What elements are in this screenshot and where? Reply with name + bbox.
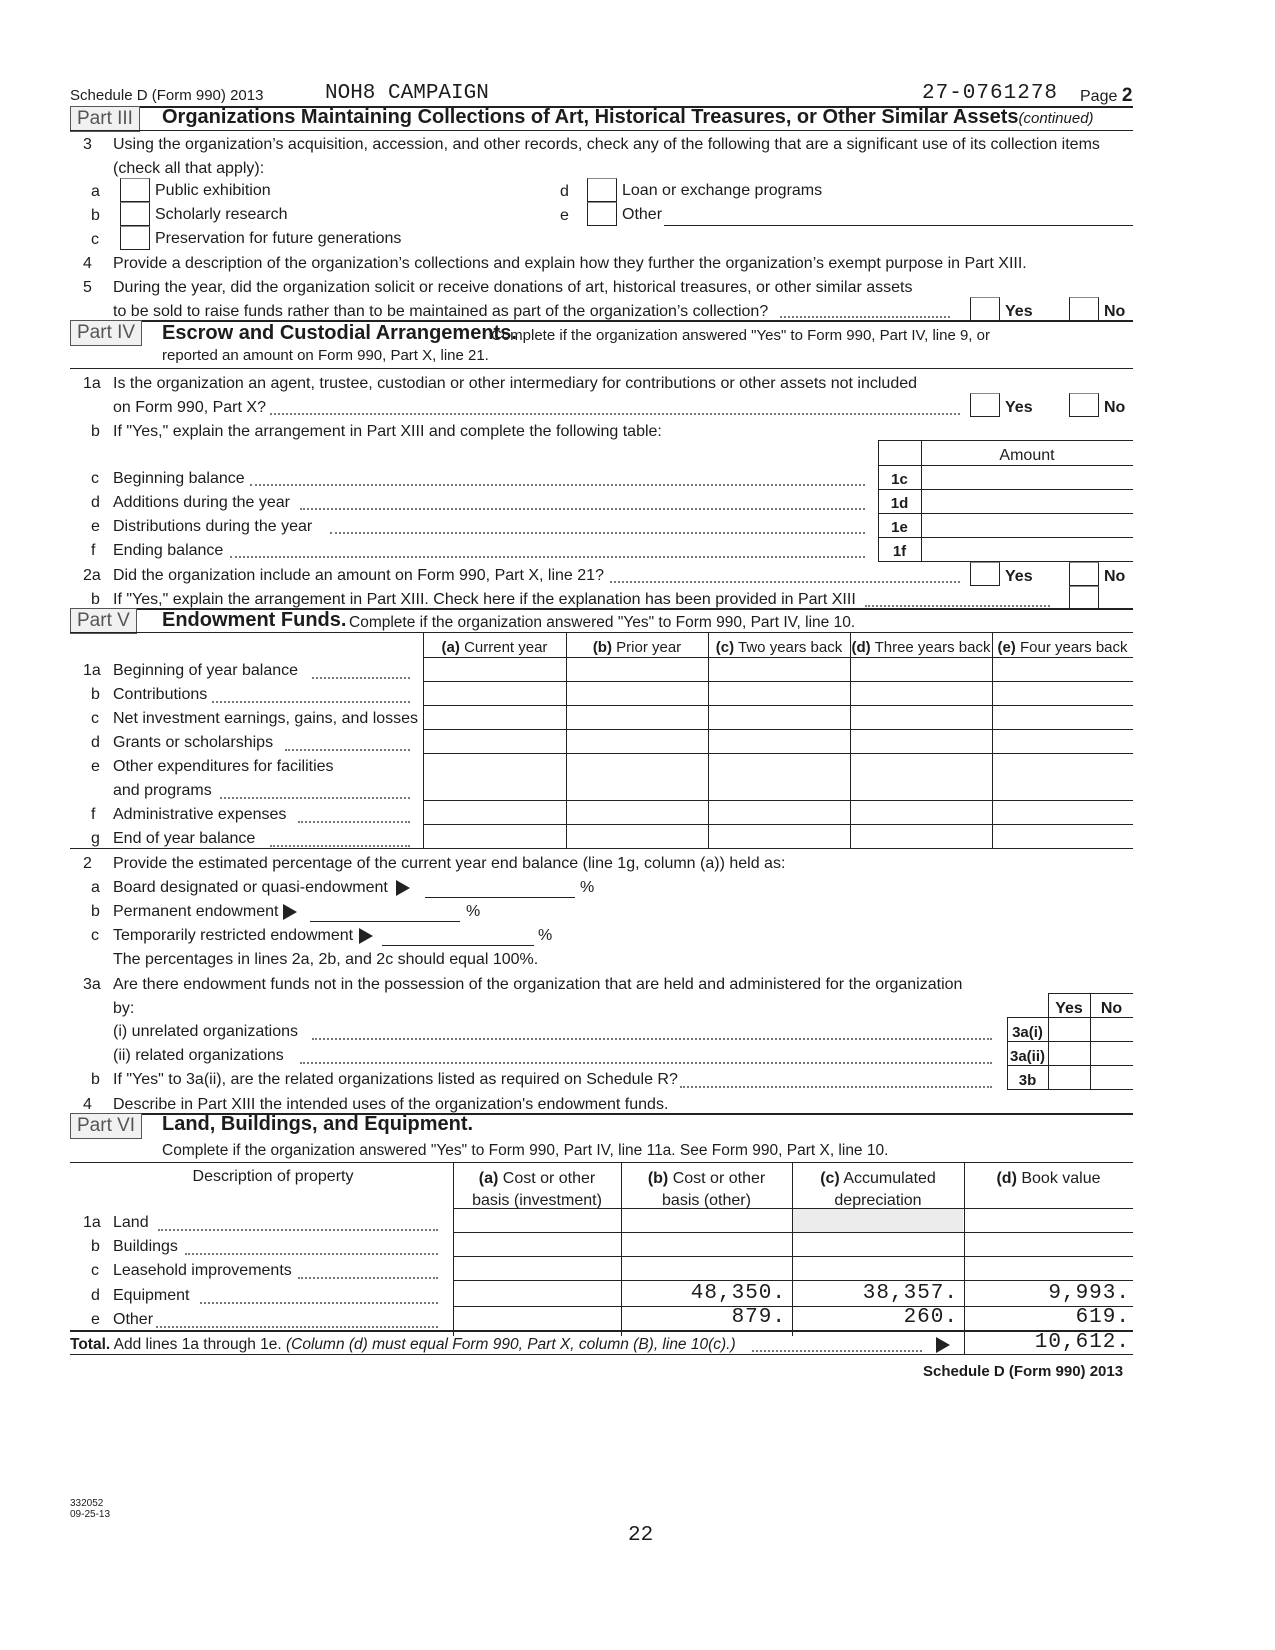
p5-q3a-text2: by: bbox=[113, 1000, 135, 1017]
p4-row-d-label: Additions during the year bbox=[113, 494, 290, 511]
p6-col-c-label: Accumulated bbox=[843, 1170, 936, 1187]
p6-col-c-letter: (c) bbox=[820, 1170, 840, 1187]
p6-col-a-label: Cost or other bbox=[502, 1170, 596, 1187]
p3-q3-text: Using the organization’s acquisition, accession, and other records, check any of the following that are a significant use of its collection items bbox=[113, 136, 1100, 153]
p3-item-e-letter: e bbox=[560, 207, 569, 224]
p5-q2b-pct: % bbox=[466, 903, 481, 920]
p3-item-d-letter: d bbox=[560, 183, 569, 200]
page-word: Page bbox=[1080, 88, 1118, 105]
p4-q2a-no-checkbox[interactable] bbox=[1069, 562, 1099, 586]
p5-q2c-text: Temporarily restricted endowment bbox=[113, 927, 354, 944]
part5-subtitle: Complete if the organization answered "Yes" to Form 990, Part IV, line 10. bbox=[349, 614, 856, 631]
arrow-right-icon bbox=[283, 904, 297, 920]
endow-row-e-num: e bbox=[91, 758, 100, 775]
endow-row-c-label: Net investment earnings, gains, and losses bbox=[113, 710, 419, 727]
p6-total-ital: (Column (d) must equal Form 990, Part X, column (B), line 10(c).) bbox=[286, 1336, 736, 1353]
public-exhibition-checkbox[interactable] bbox=[120, 178, 150, 202]
p5-q2a-letter: a bbox=[91, 879, 100, 896]
p4-row-c-letter: c bbox=[91, 470, 99, 487]
p6-row-e-num: e bbox=[91, 1311, 100, 1328]
schedule-label: Schedule D (Form 990) 2013 bbox=[70, 87, 264, 104]
part6-subtitle: Complete if the organization answered "Yes" to Form 990, Part IV, line 11a. See Form 990, Part X, line 10. bbox=[162, 1142, 889, 1159]
endow-row-d-label: Grants or scholarships bbox=[113, 734, 274, 751]
p3-q3-num: 3 bbox=[83, 136, 92, 153]
p3-q5-text: During the year, did the organization solicit or receive donations of art, historical treasures, or other similar assets bbox=[113, 279, 913, 296]
other-accum-depreciation: 260. bbox=[903, 1306, 958, 1329]
endow-col-d-letter: (d) bbox=[851, 639, 871, 656]
p6-row-d-label: Equipment bbox=[113, 1287, 190, 1304]
p4-q1a-no-label: No bbox=[1104, 399, 1126, 416]
scholarly-research-label: Scholarly research bbox=[155, 206, 288, 223]
p5-q3aii-num: (ii) bbox=[113, 1047, 131, 1064]
p5-q3b-text: If "Yes" to 3a(ii), are the related organizations listed as required on Schedule R? bbox=[113, 1071, 678, 1088]
p6-col-c-label2: depreciation bbox=[834, 1192, 922, 1209]
p6-total-desc: Add lines 1a through 1e. bbox=[113, 1336, 282, 1353]
board-designated-pct-field[interactable] bbox=[425, 897, 575, 898]
part4-title: Escrow and Custodial Arrangements. bbox=[162, 322, 517, 344]
p6-row-d-num: d bbox=[91, 1287, 100, 1304]
part5-label: Part V bbox=[70, 608, 137, 634]
arrow-right-icon bbox=[359, 928, 373, 944]
endow-col-e-label: Four years back bbox=[1019, 639, 1128, 656]
page-label bbox=[1080, 85, 1132, 107]
other-use-label: Other bbox=[622, 206, 663, 223]
p4-row-c-code: 1c bbox=[891, 471, 908, 488]
endow-row-e-label2: and programs bbox=[113, 782, 212, 799]
p4-q2a-text: Did the organization include an amount on Form 990, Part X, line 21? bbox=[113, 567, 604, 584]
p4-row-c-label: Beginning balance bbox=[113, 470, 245, 487]
p4-q1a-text2: on Form 990, Part X? bbox=[113, 399, 266, 416]
endow-row-b-num: b bbox=[91, 686, 100, 703]
p4-q2b-checkbox[interactable] bbox=[1069, 586, 1099, 610]
ein: 27-0761278 bbox=[922, 82, 1059, 105]
p6-col-a-letter: (a) bbox=[478, 1170, 499, 1187]
p4-q1b-text: If "Yes," explain the arrangement in Part XIII and complete the following table: bbox=[113, 423, 662, 440]
temp-restricted-pct-field[interactable] bbox=[382, 945, 534, 946]
part3-continued: (continued) bbox=[1018, 110, 1094, 127]
other-use-field[interactable] bbox=[664, 225, 1133, 226]
p3-q3-text2: (check all that apply): bbox=[113, 160, 265, 177]
p5-yes-header: Yes bbox=[1055, 1000, 1083, 1017]
equipment-cost-other: 48,350. bbox=[690, 1282, 786, 1305]
endow-col-e-letter: (e) bbox=[997, 639, 1016, 656]
p6-row-e-label: Other bbox=[113, 1311, 154, 1328]
p5-q2c-letter: c bbox=[91, 927, 99, 944]
p4-row-f-letter: f bbox=[91, 542, 96, 559]
endow-row-b-label: Contributions bbox=[113, 686, 208, 703]
other-use-checkbox[interactable] bbox=[587, 202, 617, 226]
p3-q5-no-label: No bbox=[1104, 303, 1126, 320]
endow-col-b-letter: (b) bbox=[592, 639, 612, 656]
p5-q2-text: Provide the estimated percentage of the current year end balance (line 1g, column (a)) held as: bbox=[113, 855, 786, 872]
page-number-footer: 22 bbox=[628, 1524, 654, 1547]
arrow-right-icon bbox=[936, 1337, 950, 1353]
p6-col-b-label2: basis (other) bbox=[662, 1192, 751, 1209]
p4-q1a-text: Is the organization an agent, trustee, custodian or other intermediary for contributions or other assets not included bbox=[113, 375, 918, 392]
endow-col-a-label: Current year bbox=[464, 639, 548, 656]
p6-row-c-num: c bbox=[91, 1262, 99, 1279]
p6-col-d-letter: (d) bbox=[996, 1170, 1017, 1187]
footer-code1: 332052 bbox=[70, 1498, 104, 1509]
p5-q2b-letter: b bbox=[91, 903, 100, 920]
preservation-label: Preservation for future generations bbox=[155, 230, 402, 247]
endow-row-1a-label: Beginning of year balance bbox=[113, 662, 299, 679]
p4-q1a-no-checkbox[interactable] bbox=[1069, 393, 1099, 417]
endow-row-d-num: d bbox=[91, 734, 100, 751]
part3-title bbox=[162, 106, 1094, 129]
p5-q3ai-num: (i) bbox=[113, 1023, 128, 1040]
endow-row-g-label: End of year balance bbox=[113, 830, 256, 847]
p4-q1a-yes-label: Yes bbox=[1005, 399, 1033, 416]
other-cost-other: 879. bbox=[731, 1306, 786, 1329]
endow-col-b bbox=[566, 639, 708, 656]
p4-row-e-label: Distributions during the year bbox=[113, 518, 313, 535]
part3-label: Part III bbox=[70, 106, 140, 132]
p4-q1a-yes-checkbox[interactable] bbox=[970, 393, 1000, 417]
p3-item-a-letter: a bbox=[91, 183, 100, 200]
p5-q4-text: Describe in Part XIII the intended uses of the organization's endowment funds. bbox=[113, 1096, 669, 1113]
p5-q3a-num: 3a bbox=[83, 976, 101, 993]
part3-title-text: Organizations Maintaining Collections of Art, Historical Treasures, or Other Similar Assets bbox=[162, 106, 1019, 128]
p6-total-bold: Total. bbox=[70, 1336, 111, 1353]
p3-q5-text2: to be sold to raise funds rather than to be maintained as part of the organization’s collection? bbox=[113, 303, 769, 320]
part6-label: Part VI bbox=[70, 1113, 142, 1139]
p4-q2a-yes-checkbox[interactable] bbox=[970, 562, 1000, 586]
p5-q3aii-text: related organizations bbox=[135, 1047, 284, 1064]
p4-q1a-num: 1a bbox=[83, 375, 101, 392]
p6-col-c bbox=[792, 1168, 964, 1212]
p3-item-b-letter: b bbox=[91, 207, 100, 224]
p6-row-c-label: Leasehold improvements bbox=[113, 1262, 292, 1279]
code-3b: 3b bbox=[1018, 1072, 1037, 1089]
loan-exchange-checkbox[interactable] bbox=[587, 178, 617, 202]
p4-row-e-code: 1e bbox=[891, 519, 908, 536]
preservation-checkbox[interactable] bbox=[120, 226, 150, 250]
p6-row-b-num: b bbox=[91, 1238, 100, 1255]
arrow-right-icon bbox=[396, 880, 410, 896]
p5-no-header: No bbox=[1100, 1000, 1123, 1017]
endow-col-b-label: Prior year bbox=[616, 639, 682, 656]
equipment-book-value: 9,993. bbox=[1048, 1282, 1130, 1305]
p6-col-a-label2: basis (investment) bbox=[472, 1192, 602, 1209]
footer-code2: 09-25-13 bbox=[70, 1509, 111, 1520]
p4-q2b-text: If "Yes," explain the arrangement in Part XIII. Check here if the explanation has been provided in Part XIII bbox=[113, 591, 856, 608]
p6-col-b-letter: (b) bbox=[647, 1170, 669, 1187]
endow-row-c-num: c bbox=[91, 710, 99, 727]
part4-subtitle2: reported an amount on Form 990, Part X, line 21. bbox=[162, 347, 489, 364]
other-book-value: 619. bbox=[1075, 1306, 1130, 1329]
endow-col-c-label: Two years back bbox=[738, 639, 843, 656]
endow-row-f-label: Administrative expenses bbox=[113, 806, 287, 823]
p5-q2b-text: Permanent endowment bbox=[113, 903, 279, 920]
equipment-accum-depreciation: 38,357. bbox=[862, 1282, 958, 1305]
footer-schedule-label: Schedule D (Form 990) 2013 bbox=[923, 1363, 1124, 1380]
endow-col-c-letter: (c) bbox=[715, 639, 735, 656]
code-3a-i: 3a(i) bbox=[1012, 1024, 1043, 1041]
p5-q3b-letter: b bbox=[91, 1071, 100, 1088]
scholarly-research-checkbox[interactable] bbox=[120, 202, 150, 226]
p6-row-1a-num: 1a bbox=[83, 1214, 101, 1231]
p3-q5-num: 5 bbox=[83, 279, 92, 296]
p5-q2-num: 2 bbox=[83, 855, 92, 872]
p6-row-1a-label: Land bbox=[113, 1214, 149, 1231]
p4-row-d-code: 1d bbox=[890, 495, 909, 512]
p5-q2c-pct: % bbox=[538, 927, 553, 944]
p4-q1b-letter: b bbox=[91, 423, 100, 440]
p5-pct-note: The percentages in lines 2a, 2b, and 2c should equal 100%. bbox=[113, 951, 539, 968]
endow-col-a-letter: (a) bbox=[441, 639, 460, 656]
p3-item-c-letter: c bbox=[91, 231, 99, 248]
public-exhibition-label: Public exhibition bbox=[155, 182, 271, 199]
endow-col-e bbox=[992, 639, 1133, 656]
part6-title: Land, Buildings, and Equipment. bbox=[162, 1113, 474, 1135]
p6-col-a bbox=[453, 1168, 621, 1212]
endow-col-d-label: Three years back bbox=[874, 639, 991, 656]
endow-row-g-num: g bbox=[91, 830, 100, 847]
p6-col-d-label: Book value bbox=[1021, 1170, 1101, 1187]
loan-exchange-label: Loan or exchange programs bbox=[622, 182, 823, 199]
p6-col-d bbox=[964, 1168, 1133, 1190]
p4-q2b-letter: b bbox=[91, 591, 100, 608]
p3-q4-text: Provide a description of the organization’s collections and explain how they further the organization’s exempt purpose in Part XIII. bbox=[113, 255, 1027, 272]
p5-q3ai bbox=[113, 1023, 298, 1041]
p5-q3aii bbox=[113, 1047, 284, 1065]
permanent-endowment-pct-field[interactable] bbox=[310, 921, 460, 922]
p4-row-d-letter: d bbox=[91, 494, 100, 511]
org-name: NOH8 CAMPAIGN bbox=[325, 82, 489, 105]
p5-q2a-pct: % bbox=[580, 879, 595, 896]
p3-q5-yes-checkbox[interactable] bbox=[970, 297, 1000, 321]
endow-col-d bbox=[850, 639, 992, 656]
p3-q4-num: 4 bbox=[83, 255, 92, 272]
code-3a-ii: 3a(ii) bbox=[1009, 1048, 1045, 1065]
p5-q2a-text: Board designated or quasi-endowment bbox=[113, 879, 388, 896]
p4-row-f-code: 1f bbox=[892, 543, 907, 560]
part4-label: Part IV bbox=[70, 320, 142, 346]
p6-total-text bbox=[70, 1336, 736, 1354]
p4-q2a-num: 2a bbox=[83, 567, 101, 584]
p4-row-e-letter: e bbox=[91, 518, 100, 535]
p5-q3ai-text: unrelated organizations bbox=[131, 1023, 299, 1040]
page-number: 2 bbox=[1121, 85, 1133, 106]
p6-col-b bbox=[621, 1168, 792, 1212]
p3-q5-no-checkbox[interactable] bbox=[1069, 297, 1099, 321]
part4-subtitle: Complete if the organization answered "Yes" to Form 990, Part IV, line 9, or bbox=[491, 327, 990, 344]
p5-q3a-text: Are there endowment funds not in the possession of the organization that are held and administered for the organization bbox=[113, 976, 963, 993]
endow-row-1a-num: 1a bbox=[83, 662, 101, 679]
p6-desc-header: Description of property bbox=[192, 1168, 354, 1185]
amount-header: Amount bbox=[999, 447, 1055, 464]
endow-col-c bbox=[708, 639, 850, 656]
p4-q2a-no-label: No bbox=[1104, 568, 1126, 585]
total-book-value: 10,612. bbox=[1034, 1331, 1130, 1354]
p4-q2a-yes-label: Yes bbox=[1005, 568, 1033, 585]
p5-q4-num: 4 bbox=[83, 1096, 92, 1113]
endow-col-a bbox=[423, 639, 566, 656]
p3-q5-yes-label: Yes bbox=[1005, 303, 1033, 320]
p4-row-f-label: Ending balance bbox=[113, 542, 224, 559]
p6-col-b-label: Cost or other bbox=[672, 1170, 766, 1187]
endow-row-f-num: f bbox=[91, 806, 96, 823]
part5-title: Endowment Funds. bbox=[162, 609, 347, 631]
p6-row-b-label: Buildings bbox=[113, 1238, 178, 1255]
endow-row-e-label: Other expenditures for facilities bbox=[113, 758, 334, 775]
